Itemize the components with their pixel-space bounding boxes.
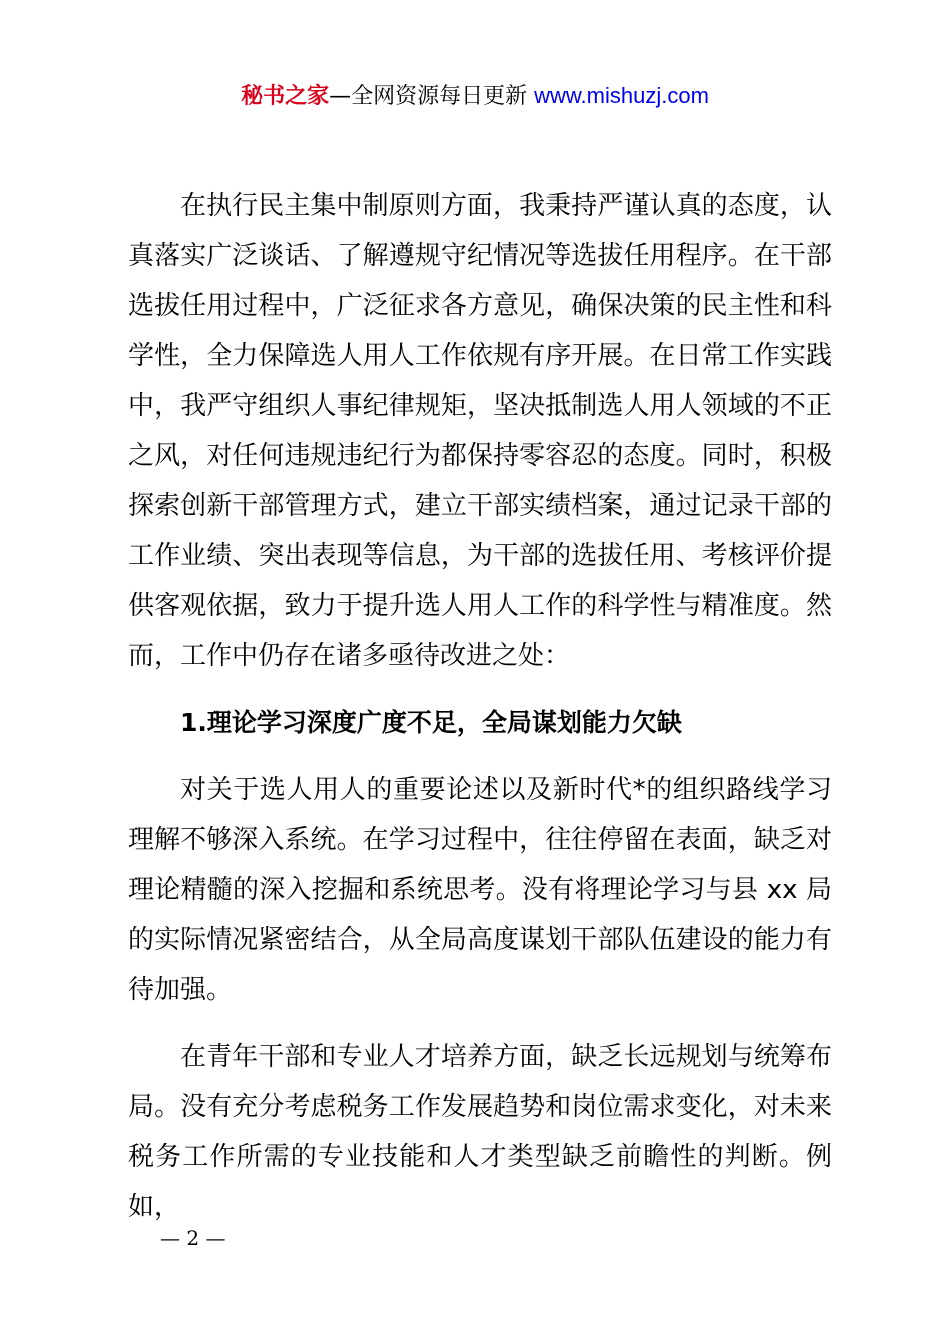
paragraph-spacer (128, 681, 832, 698)
document-body (128, 181, 832, 1232)
body-paragraph: 对关于选人用人的重要论述以及新时代*的组织路线学习理解不够深入系统。在学习过程中，往往停留在表面，缺乏对理论精髓的深入挖掘和系统思考。没有将理论学习与县 xx 局的实际情况紧密结合，从全局高度谋划干部队伍建设的能力有待加强。 (128, 775, 832, 1005)
brand-name: 秘书之家 (241, 84, 330, 109)
body-paragraph: 在执行民主集中制原则方面，我秉持严谨认真的态度，认真落实广泛谈话、了解遵规守纪情况等选拔任用程序。在干部选拔任用过程中，广泛征求各方意见，确保决策的民主性和科学性，全力保障选人用人工作依规有序开展。在日常工作实践中，我严守组织人事纪律规矩，坚决抵制选人用人领域的不正之风，对任何违规违纪行为都保持零容忍的态度。同时，积极探索创新干部管理方式，建立干部实绩档案，通过记录干部的工作业绩、突出表现等信息，为干部的选拔任用、考核评价提供客观依据，致力于提升选人用人工作的科学性与精准度。然而，工作中仍存在诸多亟待改进之处： (128, 191, 832, 671)
site-url-link[interactable]: www.mishuzj.com (534, 83, 709, 108)
paragraph-spacer (128, 748, 832, 765)
paragraph-spacer (128, 1015, 832, 1032)
body-paragraph: 在青年干部和专业人才培养方面，缺乏长远规划与统筹布局。没有充分考虑税务工作发展趋势和岗位需求变化，对未来税务工作所需的专业技能和人才类型缺乏前瞻性的判断。例如， (128, 1042, 832, 1222)
banner-tagline: —全网资源每日更新 (329, 84, 528, 109)
page-number: — 2 — (160, 1226, 226, 1250)
section-heading: 1.理论学习深度广度不足，全局谋划能力欠缺 (180, 708, 682, 737)
site-banner (0, 80, 950, 113)
